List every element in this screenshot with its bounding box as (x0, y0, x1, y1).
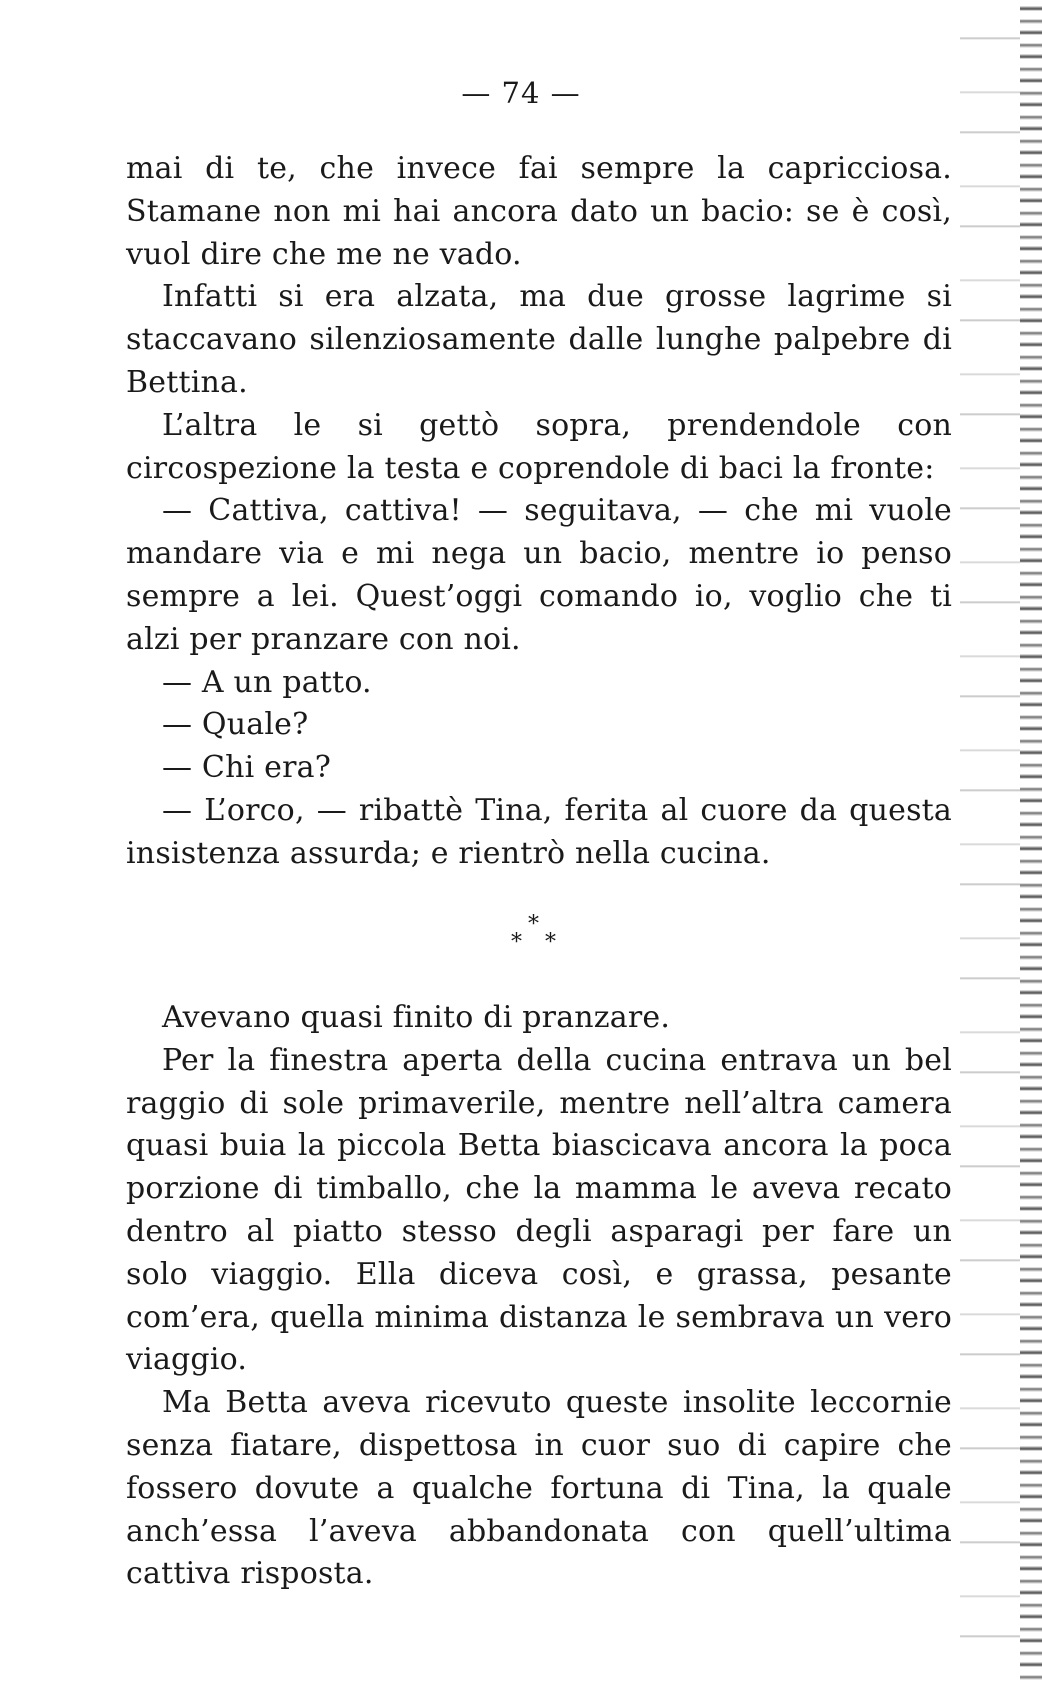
scan-binding-edge (1020, 0, 1042, 1685)
dialogue-line: — Chi era? (162, 750, 332, 786)
text-section-two (126, 997, 952, 1596)
asterism-star: * (545, 930, 556, 955)
paragraph: L’altra le si gettò sopra, prendendole con circospezione la testa e coprendole di baci la fronte: (126, 407, 952, 486)
asterism-star: * (511, 930, 522, 955)
section-separator-asterism (0, 912, 1042, 962)
dialogue-line: — Cattiva, cattiva! — seguitava, — che mi vuole mandare via e mi nega un bacio, mentre io penso sempre a lei. Quest’oggi comando io, voglio che ti alzi per pranzare con noi. (126, 493, 952, 657)
dialogue-line: — Quale? (162, 707, 309, 743)
asterism-star: * (528, 912, 539, 937)
paragraph: Ma Betta aveva ricevuto queste insolite leccornie senza fiatare, dispettosa in cuor suo di capire che fossero dovute a qualche fortuna di Tina, la quale anch’essa l’aveva abbandonata con quell’ultima cattiva risposta. (126, 1385, 952, 1592)
paragraph: Infatti si era alzata, ma due grosse lagrime si staccavano silenziosamente dalle lunghe palpebre di Bettina. (126, 279, 952, 400)
paragraph: Avevano quasi finito di pranzare. (162, 1000, 671, 1035)
dialogue-line: — A un patto. (162, 664, 372, 700)
text-section-one (126, 148, 952, 876)
paragraph: Per la finestra aperta della cucina entrava un bel raggio di sole primaverile, mentre nell’altra camera quasi buia la piccola Betta biascicava ancora la poca porzione di timballo, che la mamma le aveva recato dentro al piatto stesso degli asparagi per fare un solo viaggio. Ella diceva così, e grassa, pesante com’era, quella minima distanza le sembrava un vero viaggio. (126, 1042, 952, 1378)
dialogue-line: — L’orco, — ribattè Tina, ferita al cuore da questa insistenza assurda; e rientrò nella cucina. (126, 792, 952, 871)
page-number: — 74 — (461, 76, 581, 110)
scan-shadow-inner (960, 0, 1020, 1685)
paragraph: mai di te, che invece fai sempre la capricciosa. Stamane non mi hai ancora dato un bacio: se è così, vuol dire che me ne vado. (126, 151, 952, 272)
